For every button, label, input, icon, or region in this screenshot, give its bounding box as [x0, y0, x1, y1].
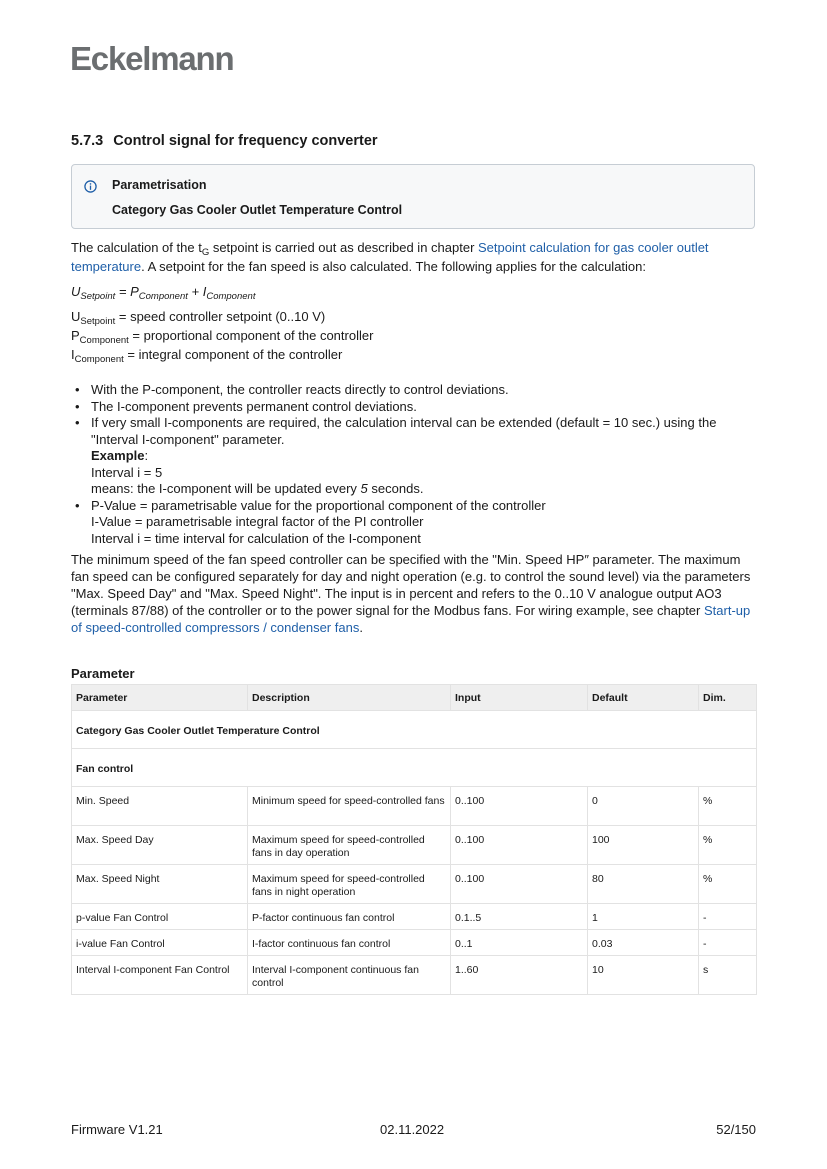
footer-page-number: 52/150 — [716, 1122, 756, 1137]
example-line: Interval i = 5 — [91, 464, 163, 480]
cell-description: P-factor continuous fan control — [248, 904, 451, 930]
subscript: G — [201, 247, 210, 258]
brand-logo: Eckelmann — [70, 40, 234, 77]
table-header-row — [72, 685, 757, 711]
subscript: Component — [206, 291, 256, 302]
infobox-title: Parametrisation — [112, 178, 207, 192]
footer-date: 02.11.2022 — [380, 1122, 445, 1137]
cell-input: 0..1 — [451, 930, 588, 956]
body-text — [71, 238, 761, 636]
list-item: • With the P-component, the controller reacts directly to control deviations. — [91, 382, 761, 399]
column-header: Default — [588, 685, 699, 711]
cell-parameter: p-value Fan Control — [72, 904, 248, 930]
intro-text: . A setpoint for the fan speed is also calculated. The following applies for the calculation: — [141, 259, 646, 274]
cell-parameter: Max. Speed Night — [72, 865, 248, 904]
formula-operator: = — [115, 284, 131, 299]
def-symbol: P — [71, 328, 80, 343]
cell-default: 80 — [588, 865, 699, 904]
subscript: Setpoint — [80, 291, 116, 302]
cell-description: Minimum speed for speed-controlled fans — [248, 787, 451, 826]
closing-text: . — [359, 620, 363, 635]
subscript: Component — [79, 335, 129, 346]
setpoint-calculation-link[interactable]: Setpoint calculation for gas cooler outlet temperature — [71, 240, 709, 274]
subscript: Component — [74, 354, 124, 365]
cell-parameter: Min. Speed — [72, 787, 248, 826]
cell-default: 100 — [588, 826, 699, 865]
formula-symbol: I — [202, 284, 207, 299]
closing-text: The minimum speed of the fan speed controller can be specified with the "Min. Speed HP″ parameter. The maximum fan speed can be configured separately for day and night operation (e.g. to control the sound level) via the parameters "Max. Speed Day" and "Max. Speed Night". The input is in percent and refers to the 0..10 V analogue output AO3 (terminals 87/88) of the controller or to the power signal for the Modbus fans. For wiring example, see chapter — [71, 552, 751, 618]
parameter-heading: Parameter — [71, 666, 135, 681]
table-group-row — [72, 749, 757, 787]
list-item-text: If very small I-components are required, the calculation interval can be extended (default = 10 sec.) using the "Interval I-component" parameter. — [91, 415, 717, 447]
group-label: Category Gas Cooler Outlet Temperature Control — [72, 711, 757, 749]
infobox-category: Category Gas Cooler Outlet Temperature Control — [112, 203, 403, 217]
cell-default: 0 — [588, 787, 699, 826]
table-row — [72, 956, 757, 995]
formula — [71, 282, 761, 301]
intro-paragraph — [71, 238, 761, 276]
group-label: Fan control — [72, 749, 757, 787]
list-item-text: I-Value = parametrisable integral factor of the PI controller — [91, 514, 424, 529]
def-text: = integral component of the controller — [123, 347, 343, 362]
cell-dim: % — [699, 865, 757, 904]
cell-dim: - — [699, 904, 757, 930]
definitions — [71, 307, 761, 364]
table-row — [72, 930, 757, 956]
table-row — [72, 865, 757, 904]
formula-operator: + — [187, 284, 203, 299]
footer-firmware: Firmware V1.21 — [71, 1122, 163, 1137]
table-row — [72, 904, 757, 930]
list-item-text: P-Value = parametrisable value for the proportional component of the controller — [91, 497, 546, 513]
cell-default: 1 — [588, 904, 699, 930]
def-text: = proportional component of the controller — [128, 328, 374, 343]
cell-parameter: Interval I-component Fan Control — [72, 956, 248, 995]
example-value: 5 — [360, 481, 368, 496]
cell-input: 0.1..5 — [451, 904, 588, 930]
cell-dim: % — [699, 826, 757, 865]
cell-description: Interval I-component continuous fan control — [248, 956, 451, 995]
bullet-list — [71, 382, 761, 547]
column-header: Description — [248, 685, 451, 711]
subscript: Component — [138, 291, 188, 302]
list-item: • The I-component prevents permanent control deviations. — [91, 399, 761, 416]
example-label: Example — [91, 448, 145, 463]
def-text: = speed controller setpoint (0..10 V) — [115, 309, 326, 324]
column-header: Dim. — [699, 685, 757, 711]
startup-chapter-link[interactable]: Start-up of speed-controlled compressors / condenser fans — [71, 603, 751, 635]
section-number: 5.7.3 — [71, 133, 104, 149]
cell-default: 0.03 — [588, 930, 699, 956]
list-item — [91, 498, 761, 548]
colon: : — [144, 448, 149, 463]
cell-dim: % — [699, 787, 757, 826]
section-heading — [71, 133, 378, 149]
cell-input: 0..100 — [451, 826, 588, 865]
intro-text: setpoint is carried out as described in chapter — [209, 240, 479, 255]
subscript: Setpoint — [80, 316, 116, 327]
column-header: Parameter — [72, 685, 248, 711]
cell-parameter: i-value Fan Control — [72, 930, 248, 956]
formula-symbol: P — [130, 284, 139, 299]
closing-paragraph — [71, 551, 761, 636]
def-symbol: U — [71, 309, 81, 324]
cell-description: Maximum speed for speed-controlled fans in day operation — [248, 826, 451, 865]
cell-dim: - — [699, 930, 757, 956]
parameter-table — [71, 684, 757, 995]
column-header: Input — [451, 685, 588, 711]
cell-description: I-factor continuous fan control — [248, 930, 451, 956]
table-row — [72, 826, 757, 865]
parametrisation-infobox — [71, 164, 755, 229]
formula-symbol: U — [71, 284, 81, 299]
cell-input: 1..60 — [451, 956, 588, 995]
example-line: seconds. — [367, 481, 424, 496]
table-group-row — [72, 711, 757, 749]
cell-parameter: Max. Speed Day — [72, 826, 248, 865]
info-circle-icon — [84, 180, 97, 193]
def-symbol: I — [71, 347, 75, 362]
section-title: Control signal for frequency converter — [113, 133, 378, 149]
intro-text: The calculation of the t — [71, 240, 202, 255]
cell-default: 10 — [588, 956, 699, 995]
cell-description: Maximum speed for speed-controlled fans in night operation — [248, 865, 451, 904]
list-item-text: Interval i = time interval for calculation of the I-component — [91, 530, 421, 546]
cell-dim: s — [699, 956, 757, 995]
example-line: means: the I-component will be updated every — [91, 481, 361, 496]
cell-input: 0..100 — [451, 865, 588, 904]
cell-input: 0..100 — [451, 787, 588, 826]
list-item — [91, 415, 761, 498]
table-row — [72, 787, 757, 826]
